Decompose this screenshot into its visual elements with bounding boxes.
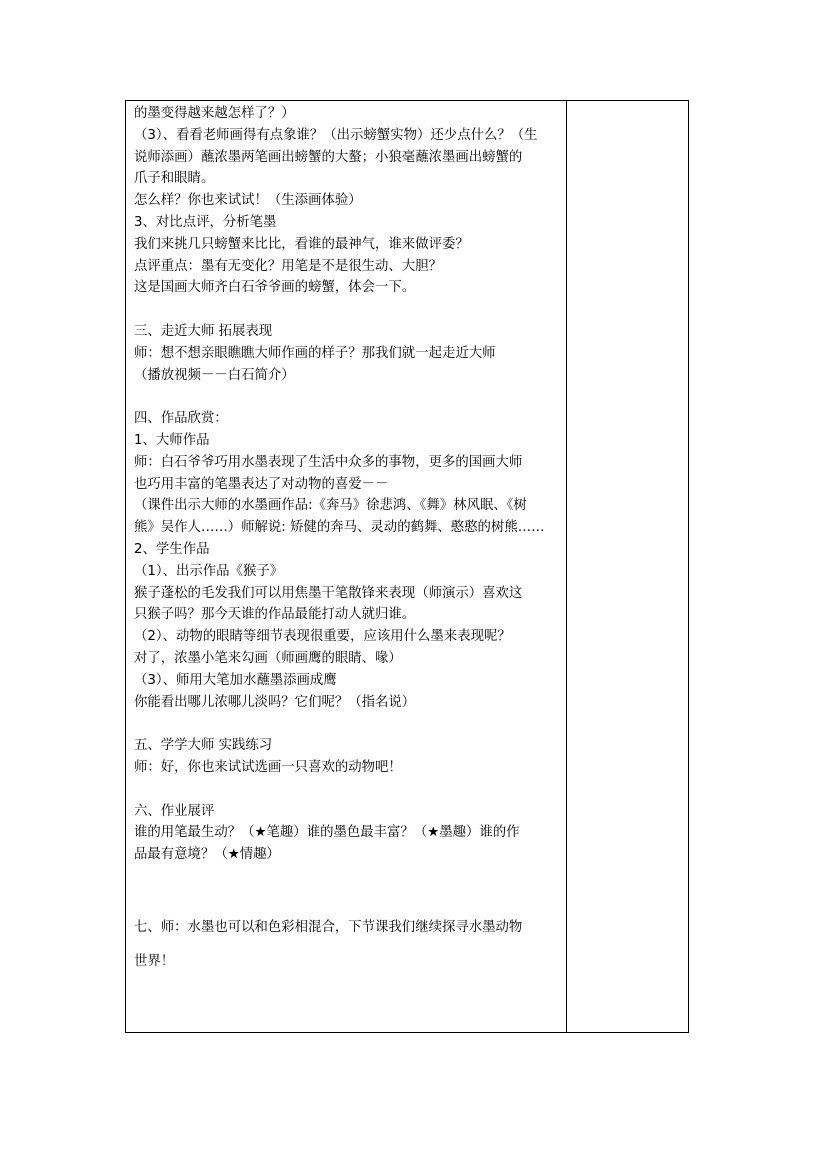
section-heading: 三、走近大师 拓展表现	[134, 323, 273, 339]
text-line: 品最有意境？（★情趣）	[134, 847, 280, 863]
lesson-plan-table	[125, 100, 689, 1033]
text-line: （播放视频－－白石简介）	[134, 367, 295, 383]
text-line: （课件出示大师的水墨画作品:《奔马》徐悲鸿、《舞》林风眠、《树	[134, 498, 527, 514]
blank-line	[134, 866, 564, 911]
section-heading: 四、作品欣赏：	[134, 411, 228, 427]
text-line: 师：想不想亲眼瞧瞧大师作画的样子？那我们就一起走近大师	[134, 345, 496, 361]
notes-cell	[567, 101, 688, 1032]
lesson-content-cell	[134, 103, 564, 979]
text-line: （2）、动物的眼睛等细节表现很重要，应该用什么墨来表现呢？	[134, 629, 511, 645]
text-line: 猴子蓬松的毛发我们可以用焦墨干笔散锋来表现（师演示）喜欢这	[134, 585, 523, 601]
section-heading: 五、学学大师 实践练习	[134, 738, 273, 754]
text-line: （3）、师用大笔加水蘸墨添画成鹰	[134, 672, 337, 688]
text-line: 也巧用丰富的笔墨表达了对动物的喜爱－－	[134, 476, 389, 492]
text-line: 对了，浓墨小笔来勾画（师画鹰的眼睛、喙）	[134, 650, 402, 666]
text-line: 只猴子吗？那今天谁的作品最能打动人就归谁。	[134, 607, 416, 623]
text-line: 爪子和眼睛。	[134, 171, 215, 187]
text-line: （1）、出示作品《猴子》	[134, 563, 284, 579]
text-line: 的墨变得越来越怎样了？）	[134, 106, 295, 121]
text-line: 点评重点：墨有无变化？用笔是不是很生动、大胆？	[134, 258, 442, 274]
subsection-heading: 2、学生作品	[134, 541, 210, 557]
text-line: 熊》吴作人……）师解说: 矫健的奔马、灵动的鹤舞、憨憨的树熊……	[134, 520, 545, 536]
section-heading: 六、作业展评	[134, 803, 215, 819]
text-line: 谁的用笔最生动？（★笔趣）谁的墨色最丰富？（★墨趣）谁的作	[134, 825, 520, 841]
text-line: 这是国画大师齐白石爷爷画的螃蟹，体会一下。	[134, 280, 416, 296]
section-heading: 3、对比点评，分析笔墨	[134, 214, 277, 230]
text-line: 说师添画）蘸浓墨两笔画出螃蟹的大螯；小狼毫蘸浓墨画出螃蟹的	[134, 149, 523, 165]
text-line: 世界！	[134, 953, 175, 969]
text-line: 我们来挑几只螃蟹来比比，看谁的最神气，谁来做评委？	[134, 236, 469, 252]
text-line: 你能看出哪儿浓哪儿淡吗？它们呢？（指名说）	[134, 694, 416, 710]
text-line: 师：好，你也来试试选画一只喜欢的动物吧！	[134, 759, 402, 775]
text-line: （3）、看看老师画得有点象谁？（出示螃蟹实物）还少点什么？（生	[134, 127, 538, 143]
blank-line	[134, 299, 564, 321]
text-line: 师：白石爷爷巧用水墨表现了生活中众多的事物，更多的国画大师	[134, 454, 523, 470]
blank-line	[134, 713, 564, 735]
blank-line	[134, 779, 564, 801]
blank-line	[134, 386, 564, 408]
section-heading: 七、师：水墨也可以和色彩相混合，下节课我们继续探寻水墨动物	[134, 919, 523, 935]
text-line: 怎么样？你也来试试！（生添画体验）	[134, 193, 362, 209]
subsection-heading: 1、大师作品	[134, 432, 210, 448]
